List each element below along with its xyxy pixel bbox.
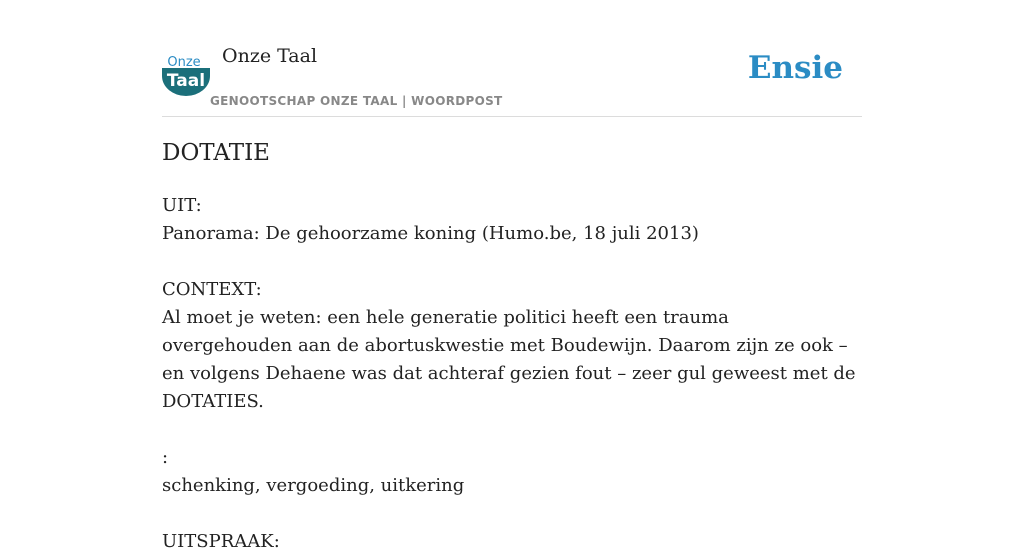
spacer bbox=[162, 500, 862, 528]
context-label: CONTEXT: bbox=[162, 279, 262, 300]
meaning-label: : bbox=[162, 447, 169, 468]
logo-text-top: Onze bbox=[167, 55, 201, 70]
ensie-brand-link[interactable]: Ensie bbox=[747, 50, 843, 86]
site-header bbox=[162, 0, 862, 117]
article-body bbox=[162, 192, 862, 556]
spacer bbox=[162, 416, 862, 444]
meaning-text: schenking, vergoeding, uitkering bbox=[162, 475, 465, 496]
site-subtitle: GENOOTSCHAP ONZE TAAL | WOORDPOST bbox=[210, 94, 503, 108]
page bbox=[162, 0, 862, 552]
site-name[interactable]: Onze Taal bbox=[222, 45, 318, 67]
source-text: Panorama: De gehoorzame koning (Humo.be, 18 juli 2013) bbox=[162, 223, 699, 244]
pronunciation-label: UITSPRAAK: bbox=[162, 531, 280, 552]
spacer bbox=[162, 248, 862, 276]
context-text: Al moet je weten: een hele generatie politici heeft een trauma overgehouden aan de abortuskwestie met Boudewijn. Daarom zijn ze ook – en volgens Dehaene was dat achteraf gezien fout – zeer gul geweest met de DOTATIES. bbox=[162, 307, 856, 412]
onze-taal-logo[interactable] bbox=[162, 50, 210, 96]
source-label: UIT: bbox=[162, 195, 202, 216]
page-title: DOTATIE bbox=[162, 140, 270, 166]
logo-text-bottom: Taal bbox=[166, 71, 206, 91]
